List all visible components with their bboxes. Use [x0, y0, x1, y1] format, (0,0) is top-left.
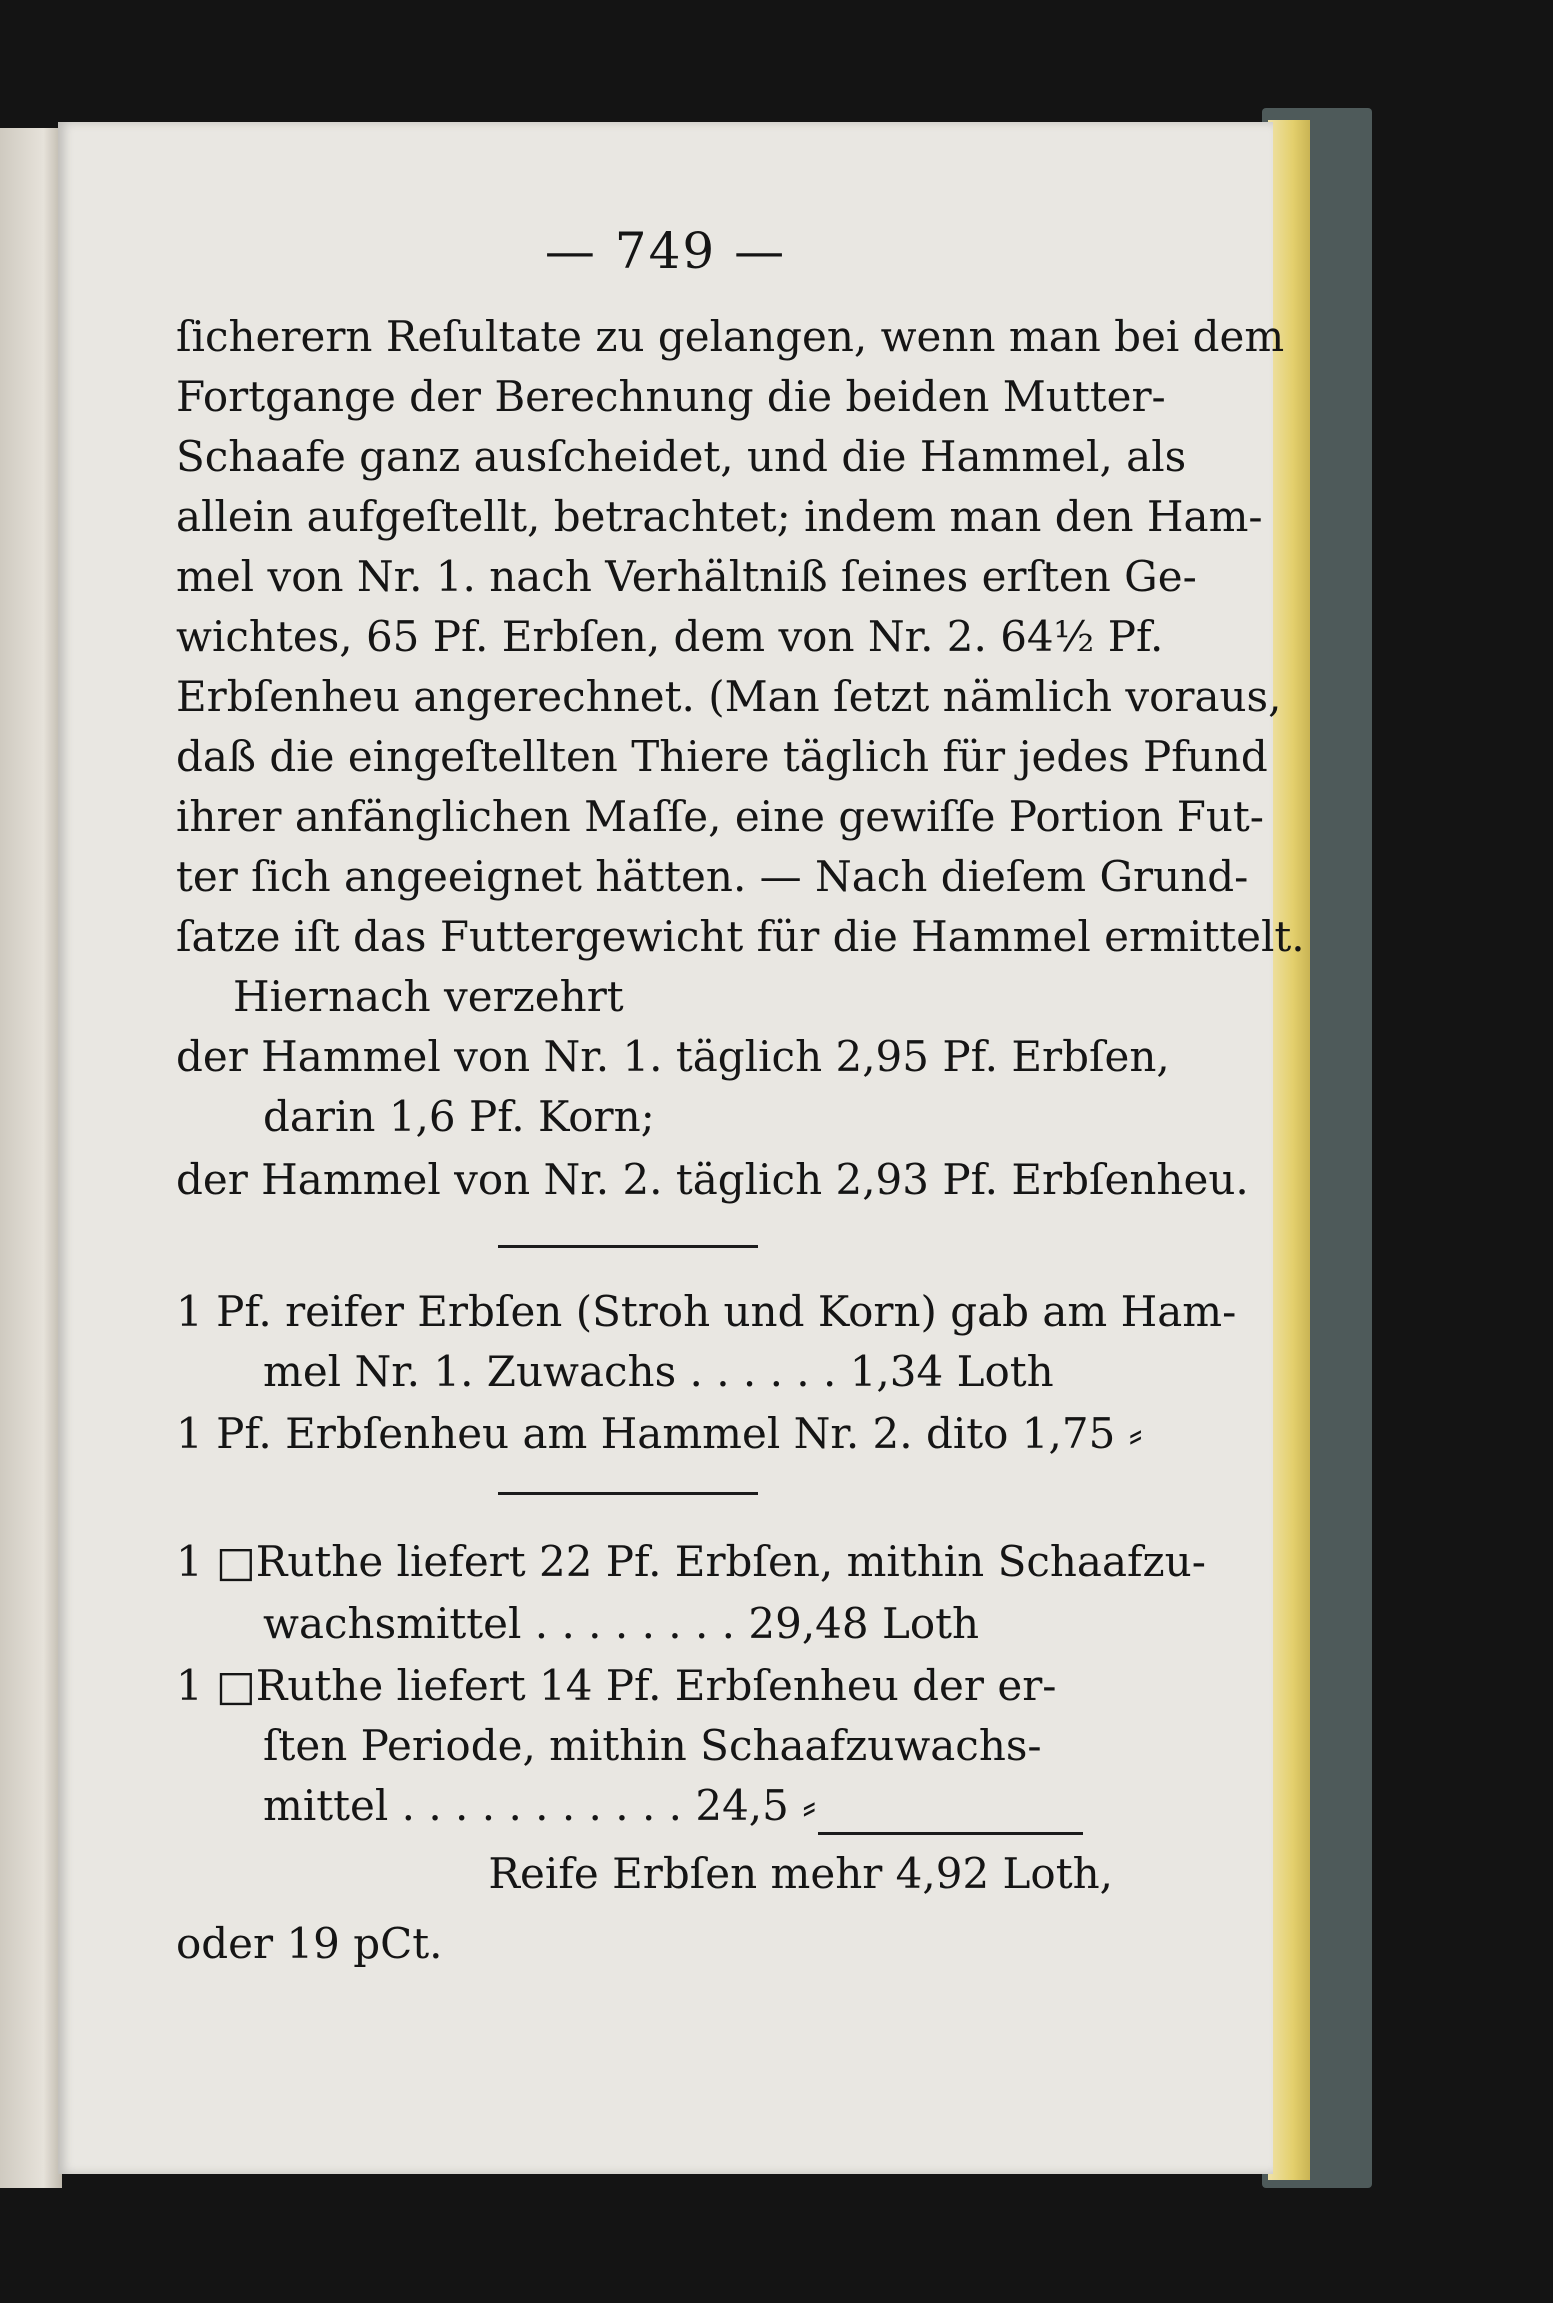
hiernach-line: Hiernach verzehrt [233, 972, 624, 1021]
text-line: Schaafe ganz ausſcheidet, und die Hammel, als [176, 432, 1187, 481]
separator-rule [498, 1245, 758, 1248]
text-line: Erbſenheu angerechnet. (Man ſetzt nämlich voraus, [176, 672, 1282, 721]
text-line: daß die eingeſtellten Thiere täglich für jedes Pfund [176, 732, 1268, 781]
separator-rule [498, 1492, 758, 1495]
zuwachs-line: mel Nr. 1. Zuwachs . . . . . . 1,34 Loth [263, 1347, 1054, 1396]
text-line: ſicherern Reſultate zu gelangen, wenn man bei dem [176, 312, 1285, 361]
ruthe-line: ſten Periode, mithin Schaafzuwachs- [263, 1721, 1042, 1770]
text-line: ſatze iſt das Futtergewicht für die Hammel ermittelt. [176, 912, 1305, 961]
page-block-edge [1268, 120, 1310, 2180]
text-line: ter ſich angeeignet hätten. — Nach dieſem Grund- [176, 852, 1249, 901]
text-line: allein aufgeſtellt, betrachtet; indem man den Ham- [176, 492, 1263, 541]
text-line: ihrer anfänglichen Maſſe, eine gewiſſe Portion Fut- [176, 792, 1264, 841]
mehr-line: Reife Erbſen mehr 4,92 Loth, [488, 1849, 1113, 1898]
hammel-1-line: der Hammel von Nr. 1. täglich 2,95 Pf. Erbſen, [176, 1032, 1170, 1081]
sum-rule [818, 1832, 1083, 1835]
page-number: — 749 — [544, 222, 787, 280]
text-line: wichtes, 65 Pf. Erbſen, dem von Nr. 2. 64½ Pf. [176, 612, 1164, 661]
text-line: Fortgange der Berechnung die beiden Mutter- [176, 372, 1166, 421]
ruthe-line: 1 □Ruthe liefert 14 Pf. Erbſenheu der er- [176, 1661, 1057, 1710]
text-line: mel von Nr. 1. nach Verhältniß ſeines erſten Ge- [176, 552, 1197, 601]
hammel-1-continuation: darin 1,6 Pf. Korn; [263, 1092, 655, 1141]
ruthe-line: 1 □Ruthe liefert 22 Pf. Erbſen, mithin Schaafzu- [176, 1537, 1206, 1586]
book-page [58, 122, 1305, 2174]
ruthe-line: wachsmittel . . . . . . . . 29,48 Loth [263, 1599, 980, 1648]
zuwachs-line: 1 Pf. Erbſenheu am Hammel Nr. 2. dito 1,75 ⸗ [176, 1409, 1143, 1458]
oder-line: oder 19 pCt. [176, 1919, 443, 1968]
hammel-2-line: der Hammel von Nr. 2. täglich 2,93 Pf. Erbſenheu. [176, 1155, 1249, 1204]
ruthe-line: mittel . . . . . . . . . . . 24,5 ⸗ [263, 1781, 817, 1830]
zuwachs-line: 1 Pf. reifer Erbſen (Stroh und Korn) gab am Ham- [176, 1287, 1237, 1336]
left-page-edge [0, 128, 62, 2188]
